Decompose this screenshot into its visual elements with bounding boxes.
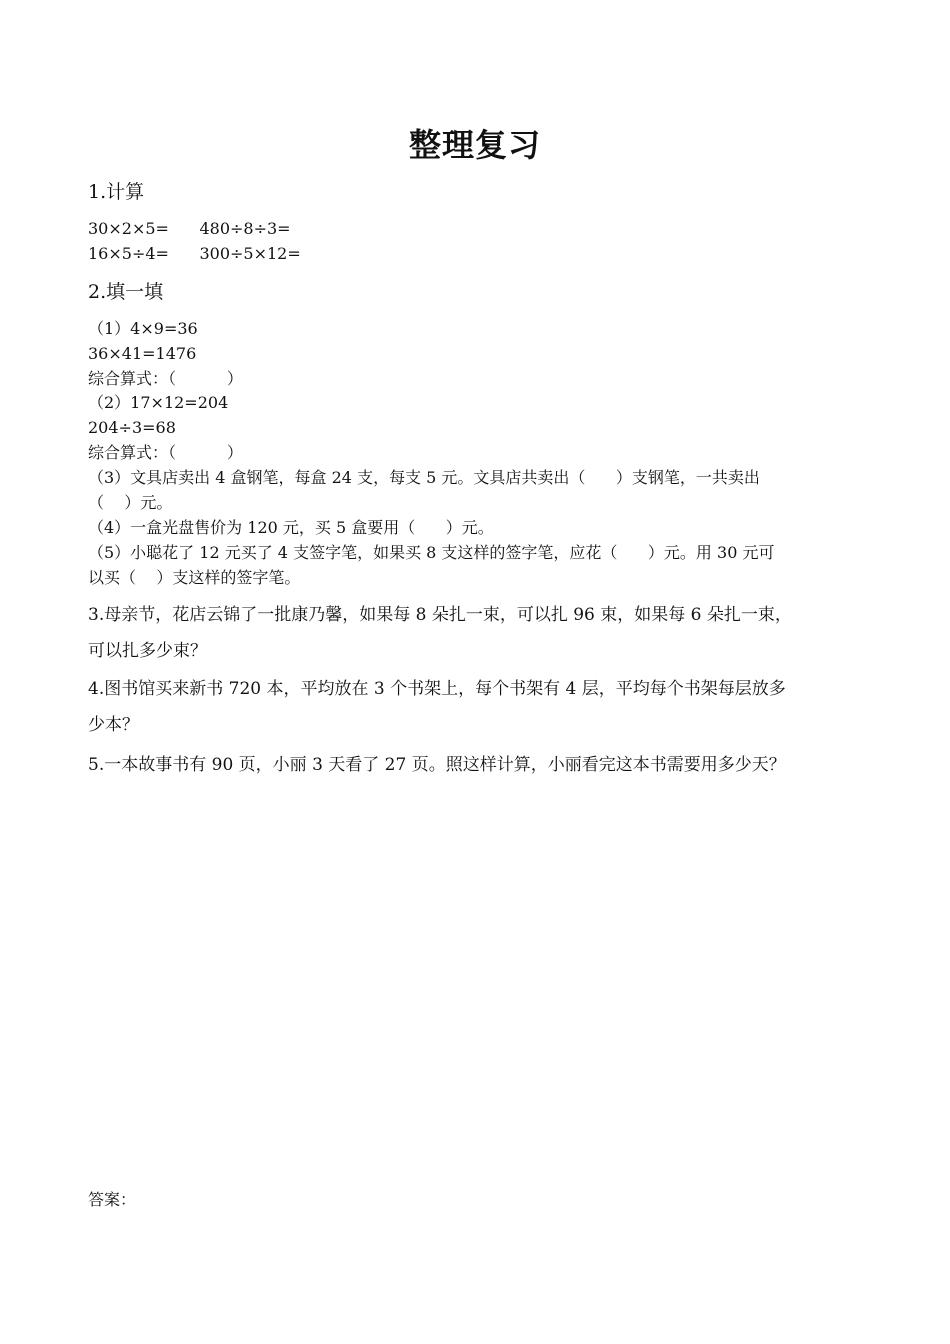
fill-4: （4）一盒光盘售价为 120 元，买 5 盒要用（ ）元。 [88,518,494,537]
fill-1b: 36×41=1476 [88,344,197,363]
question-5-line1: 5.一本故事书有 90 页，小丽 3 天看了 27 页。照这样计算，小丽看完这本书需要用多少天？ [88,755,786,775]
fill-5b: 以买（ ）支这样的签字笔。 [88,568,301,587]
section2-heading: 2.填一填 [88,281,164,303]
fill-5a: （5）小聪花了 12 元买了 4 支签字笔，如果买 8 支这样的签字笔，应花（ ）元。用 30 元可 [88,543,775,562]
fill-2c: 综合算式：（ ） [88,443,243,462]
question-3-line1: 3.母亲节，花店云锦了一批康乃馨，如果每 8 朵扎一束，可以扎 96 束，如果每 6 朵扎一束， [88,605,792,625]
fill-2a: （2）17×12=204 [88,393,229,412]
question-4-line2: 少本？ [88,715,139,735]
fill-3b: （ ）元。 [88,493,173,512]
calc-row-1: 30×2×5= 480÷8÷3= [88,219,291,238]
fill-1c: 综合算式：（ ） [88,369,243,388]
fill-1a: （1）4×9=36 [88,319,198,338]
fill-3a: （3）文具店卖出 4 盒钢笔，每盒 24 支，每支 5 元。文具店共卖出（ ）支钢笔，一共卖出 [88,468,760,487]
answer-label: 答案： [88,1190,137,1209]
question-4-line1: 4.图书馆买来新书 720 本，平均放在 3 个书架上，每个书架有 4 层，平均每个书架每层放多 [88,679,786,699]
section1-heading: 1.计算 [88,181,145,203]
question-3-line2: 可以扎多少束？ [88,641,207,661]
calc-row-2: 16×5÷4= 300÷5×12= [88,244,301,263]
page-title: 整理复习 [408,126,541,164]
fill-2b: 204÷3=68 [88,418,176,437]
